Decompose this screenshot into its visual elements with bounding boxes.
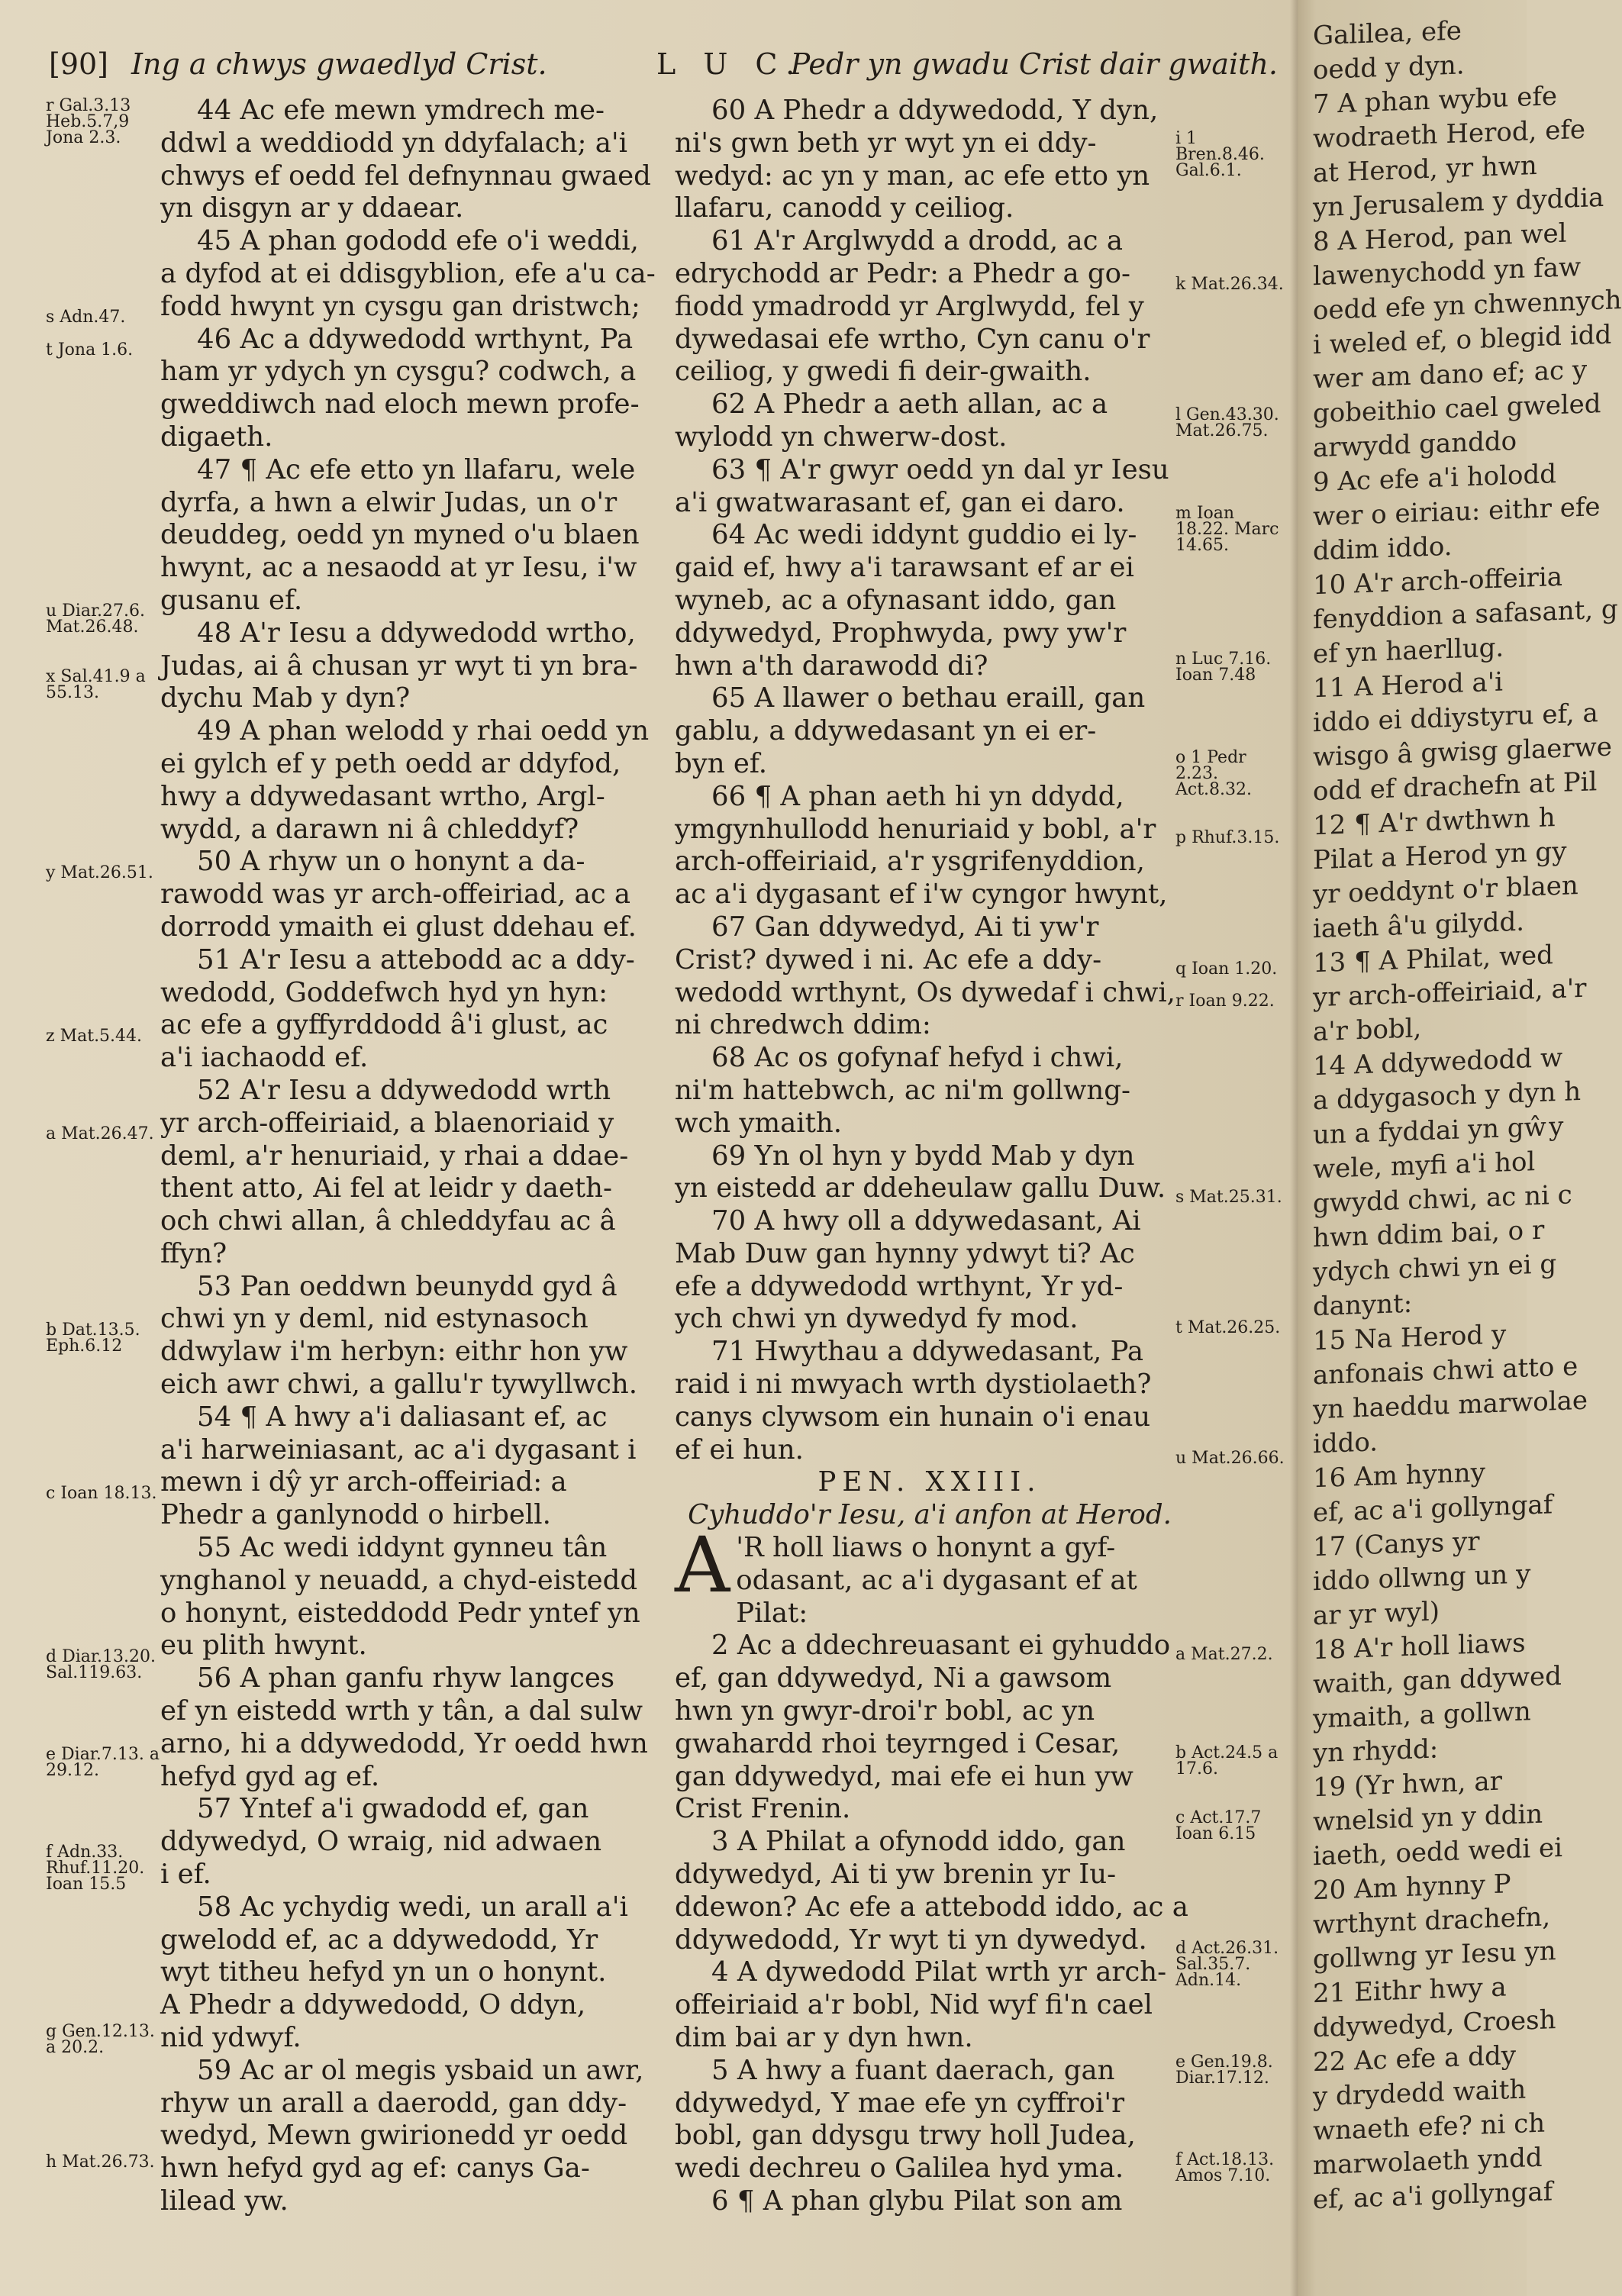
text-line: digaeth. <box>160 421 273 453</box>
facing-page-line: wrthynt drachefn, <box>1313 1901 1551 1941</box>
facing-page-line: oedd y dyn. <box>1313 50 1465 86</box>
cross-reference: c Ioan 18.13. <box>46 1483 157 1503</box>
facing-page-line: gollwng yr Iesu yn <box>1313 1936 1556 1975</box>
text-line: dim bai ar y dyn hwn. <box>675 2022 973 2054</box>
facing-page-line: wisgo â gwisg glaerwe <box>1313 731 1612 773</box>
facing-page-line: 13 ¶ A Philat, wed <box>1313 940 1553 979</box>
facing-page-line: iddo ollwng un y <box>1313 1559 1531 1598</box>
text-line: ddywedyd, O wraig, nid adwaen <box>160 1826 602 1858</box>
text-line: 55 Ac wedi iddynt gynneu tân <box>197 1532 608 1564</box>
text-line: ddywedyd, Prophwyda, pwy yw'r <box>675 617 1127 649</box>
cross-reference: l Gen.43.30. Mat.26.75. <box>1175 405 1279 441</box>
page-number: [90] <box>49 47 109 81</box>
text-line: 51 A'r Iesu a attebodd ac a ddy- <box>197 943 635 975</box>
text-line: yn disgyn ar y ddaear. <box>160 192 464 224</box>
text-line: Crist Frenin. <box>675 1793 851 1825</box>
text-line: dyrfa, a hwn a elwir Judas, un o'r <box>160 486 618 518</box>
text-line: raid i ni mwyach wrth dystiolaeth? <box>675 1369 1152 1401</box>
text-line: efe a ddywedodd wrthynt, Yr yd- <box>675 1270 1124 1302</box>
facing-page-line: 14 A ddywedodd w <box>1313 1042 1563 1082</box>
facing-page-line: Galilea, efe <box>1313 15 1462 52</box>
text-line: wedi dechreu o Galilea hyd yma. <box>675 2152 1124 2185</box>
text-line: 45 A phan gododd efe o'i weddi, <box>197 225 639 257</box>
facing-page-line: waith, gan ddywed <box>1313 1660 1562 1701</box>
facing-page-line: wele, myfi a'i hol <box>1313 1146 1536 1185</box>
facing-page-line: yr oeddynt o'r blaen <box>1313 870 1578 911</box>
cross-reference: u Diar.27.6. Mat.26.48. <box>46 601 146 637</box>
facing-page-line: yn haeddu marwolae <box>1313 1385 1588 1426</box>
text-line: nid ydwyf. <box>160 2022 302 2054</box>
cross-reference: c Act.17.7 Ioan 6.15 <box>1175 1808 1262 1844</box>
facing-page-line: ydych chwi yn ei g <box>1313 1249 1557 1288</box>
facing-page-line: yr arch-offeiriaid, a'r <box>1313 972 1587 1014</box>
facing-page-line: 15 Na Herod y <box>1313 1319 1507 1357</box>
facing-page-line: iaeth, oedd wedi ei <box>1313 1832 1563 1872</box>
facing-page-line: danynt: <box>1313 1288 1413 1323</box>
text-line: hwy a ddywedasant wrtho, Argl- <box>160 780 605 812</box>
text-line: 48 A'r Iesu a ddywedodd wrtho, <box>197 617 636 649</box>
text-line: Crist? dywed i ni. Ac efe a ddy- <box>675 943 1102 975</box>
text-line: dychu Mab y dyn? <box>160 682 411 714</box>
text-line: 56 A phan ganfu rhyw langces <box>197 1662 615 1695</box>
text-line: 60 A Phedr a ddywedodd, Y dyn, <box>711 95 1159 126</box>
cross-reference: t Jona 1.6. <box>46 340 134 360</box>
cross-reference: p Rhuf.3.15. <box>1175 828 1280 848</box>
text-line: gwelodd ef, ac a ddywedodd, Yr <box>160 1924 598 1956</box>
cross-reference: z Mat.5.44. <box>46 1026 143 1046</box>
text-line: ynghanol y neuadd, a chyd-eistedd <box>160 1564 638 1596</box>
text-line: 54 ¶ A hwy a'i daliasant ef, ac <box>197 1401 608 1433</box>
text-line: yn eistedd ar ddeheulaw gallu Duw. <box>675 1172 1166 1204</box>
cross-reference: a Mat.27.2. <box>1175 1645 1273 1665</box>
text-line: thent atto, Ai fel at leidr y daeth- <box>160 1172 613 1204</box>
cross-reference: q Ioan 1.20. <box>1175 959 1278 979</box>
text-line: odasant, ac a'i dygasant ef at <box>736 1564 1137 1596</box>
text-line: arch-offeiriaid, a'r ysgrifenyddion, <box>675 846 1145 878</box>
cross-reference: r Gal.3.13 Heb.5.7,9 Jona 2.3. <box>46 96 131 147</box>
text-line: gusanu ef. <box>160 584 303 616</box>
facing-page-line: 18 A'r holl liaws <box>1313 1627 1526 1666</box>
text-line: ef ei hun. <box>675 1433 804 1466</box>
facing-page-line: gwydd chwi, ac ni c <box>1313 1179 1572 1220</box>
running-header <box>49 47 1278 93</box>
facing-page-line: ddywedyd, Croesh <box>1313 2004 1556 2044</box>
text-line: rawodd was yr arch-offeiriad, ac a <box>160 879 631 911</box>
facing-page-text <box>1313 11 1622 2217</box>
middle-margin-references <box>1175 98 1286 2185</box>
cross-reference: d Diar.13.20. Sal.119.63. <box>46 1646 156 1682</box>
text-line: ham yr ydych yn cysgu? codwch, a <box>160 356 637 388</box>
facing-page-line: 19 (Yr hwn, ar <box>1313 1766 1502 1804</box>
facing-page-line: oedd efe yn chwennych <box>1313 285 1622 327</box>
chapter-heading: PEN. XXIII. <box>817 1466 1042 1498</box>
cross-reference: y Mat.26.51. <box>46 863 153 882</box>
text-line: 71 Hwythau a ddywedasant, Pa <box>711 1336 1144 1368</box>
facing-page-line: un a fyddai yn gŵy <box>1313 1111 1564 1151</box>
cross-reference: s Mat.25.31. <box>1175 1188 1282 1208</box>
drop-cap: A <box>675 1520 730 1611</box>
text-line: gwahardd rhoi teyrnged i Cesar, <box>675 1727 1121 1759</box>
text-line: wydd, a darawn ni â chleddyf? <box>160 813 579 845</box>
facing-page-line: arwydd ganddo <box>1313 425 1517 464</box>
facing-page-line: wnelsid yn y ddin <box>1313 1798 1543 1838</box>
text-line: 3 A Philat a ofynodd iddo, gan <box>711 1826 1126 1858</box>
facing-page-line: ddim iddo. <box>1313 530 1453 567</box>
text-line: fiodd ymadrodd yr Arglwydd, fel y <box>675 290 1144 322</box>
text-line: Judas, ai â chusan yr wyt ti yn bra- <box>160 650 638 682</box>
facing-page-line: ef yn haerllug. <box>1313 632 1504 670</box>
cross-reference: m Ioan 18.22. Marc 14.65. <box>1175 503 1279 555</box>
text-line: 64 Ac wedi iddynt guddio ei ly- <box>711 519 1137 551</box>
facing-page-line: 17 (Canys yr <box>1313 1526 1480 1563</box>
text-line: byn ef. <box>675 747 768 779</box>
text-line: a'i iachaodd ef. <box>160 1042 369 1074</box>
header-left-title: Ing a chwys gwaedlyd Crist. <box>131 47 547 81</box>
text-line: 70 A hwy oll a ddywedasant, Ai <box>711 1205 1141 1237</box>
text-line: offeiriaid a'r bobl, Nid wyf fi'n cael <box>675 1989 1153 2021</box>
text-line: ddwl a weddiodd yn ddyfalach; a'i <box>160 127 628 159</box>
text-line: a'i gwatwarasant ef, gan ei daro. <box>675 486 1125 518</box>
text-line: bobl, gan ddysgu trwy holl Judea, <box>675 2120 1136 2152</box>
cross-reference: u Mat.26.66. <box>1175 1449 1285 1469</box>
text-line: ac efe a gyffyrddodd â'i glust, ac <box>160 1009 608 1041</box>
facing-page-line: ar yr wyl) <box>1313 1596 1440 1632</box>
cross-reference: e Gen.19.8. Diar.17.12. <box>1175 2053 1273 2088</box>
text-line: 47 ¶ Ac efe etto yn llafaru, wele <box>197 453 636 485</box>
facing-page-line: ymaith, a gollwn <box>1313 1696 1531 1735</box>
text-line: wyt titheu hefyd yn un o honynt. <box>160 1956 607 1988</box>
text-line: 57 Yntef a'i gwadodd ef, gan <box>197 1793 589 1825</box>
facing-page-line: wer am dano ef; ac y <box>1313 354 1588 395</box>
facing-page-line: 7 A phan wybu efe <box>1313 81 1558 121</box>
facing-page-line: 16 Am hynny <box>1313 1457 1485 1495</box>
text-line: ddwylaw i'm herbyn: eithr hon yw <box>160 1336 628 1368</box>
text-line: yr arch-offeiriaid, a blaenoriaid y <box>160 1107 614 1139</box>
text-line: gweddiwch nad eloch mewn profe- <box>160 389 640 421</box>
text-line: dywedasai efe wrtho, Cyn canu o'r <box>675 323 1150 355</box>
text-line: fodd hwynt yn cysgu gan dristwch; <box>160 290 640 322</box>
text-line: 50 A rhyw un o honynt a da- <box>197 846 585 878</box>
text-line: dorrodd ymaith ei glust ddehau ef. <box>160 911 637 943</box>
cross-reference: e Diar.7.13. a 29.12. <box>46 1745 160 1781</box>
text-line: ddywedodd, Yr wyt ti yn dywedyd. <box>675 1924 1147 1956</box>
chapter-summary: Cyhuddo'r Iesu, a'i anfon at Herod. <box>688 1499 1172 1531</box>
cross-reference: k Mat.26.34. <box>1175 275 1284 295</box>
text-line: i ef. <box>160 1859 211 1891</box>
facing-page-line: 8 A Herod, pan wel <box>1313 218 1567 258</box>
cross-reference: f Act.18.13. Amos 7.10. <box>1175 2150 1275 2186</box>
text-line: hefyd gyd ag ef. <box>160 1760 380 1792</box>
text-line: rhyw un arall a daerodd, gan ddy- <box>160 2087 627 2119</box>
facing-page-line: ef, ac a'i gollyngaf <box>1313 2176 1553 2216</box>
text-line: 68 Ac os gofynaf hefyd i chwi, <box>711 1042 1124 1074</box>
facing-page-line: fenyddion a safasant, g <box>1313 594 1618 636</box>
facing-page-line: iddo ei ddiystyru ef, a <box>1313 698 1598 739</box>
text-line: 58 Ac ychydig wedi, un arall a'i <box>197 1891 628 1923</box>
text-line: wylodd yn chwerw-dost. <box>675 421 1008 453</box>
text-line: ni's gwn beth yr wyt yn ei ddy- <box>675 127 1097 159</box>
text-column-right <box>675 95 1188 2218</box>
text-line: ych chwi yn dywedyd fy mod. <box>675 1303 1079 1335</box>
facing-page-line: y drydedd waith <box>1313 2074 1527 2113</box>
facing-page-edge <box>1298 0 1622 2296</box>
cross-reference: b Act.24.5 a 17.6. <box>1175 1743 1279 1778</box>
text-column-left <box>160 95 679 2218</box>
facing-page-line: 22 Ac efe a ddy <box>1313 2040 1516 2078</box>
cross-reference: t Mat.26.25. <box>1175 1318 1281 1338</box>
text-line: ei gylch ef y peth oedd ar ddyfod, <box>160 747 621 779</box>
text-line: 52 A'r Iesu a ddywedodd wrth <box>197 1074 611 1106</box>
text-line: edrychodd ar Pedr: a Phedr a go- <box>675 257 1130 289</box>
header-book-title: L U C. <box>656 47 805 81</box>
text-line: 65 A llawer o bethau eraill, gan <box>711 682 1146 714</box>
cross-reference: s Adn.47. <box>46 307 126 327</box>
text-line: Mab Duw gan hynny ydwyt ti? Ac <box>675 1237 1135 1269</box>
cross-reference: h Mat.26.73. <box>46 2152 155 2172</box>
text-line: hwynt, ac a nesaodd at yr Iesu, i'w <box>160 552 637 584</box>
text-line: a dyfod at ei ddisgyblion, efe a'u ca- <box>160 257 656 289</box>
text-line: wch ymaith. <box>675 1107 843 1139</box>
text-line: llafaru, canodd y ceiliog. <box>675 192 1014 224</box>
facing-page-line: 9 Ac efe a'i holodd <box>1313 459 1557 498</box>
text-line: gaid ef, hwy a'i tarawsant ef ar ei <box>675 552 1134 584</box>
facing-page-line: marwolaeth yndd <box>1313 2142 1543 2182</box>
facing-page-line: iaeth â'u gilydd. <box>1313 906 1525 945</box>
facing-page-line: iddo. <box>1313 1427 1379 1460</box>
text-line: o honynt, eisteddodd Pedr yntef yn <box>160 1597 640 1629</box>
text-line: ddywedyd, Ai ti yw brenin yr Iu- <box>675 1859 1117 1891</box>
text-line: arno, hi a ddywedodd, Yr oedd hwn <box>160 1727 648 1759</box>
left-margin-references <box>46 98 160 2187</box>
text-line: hwn yn gwyr-droi'r bobl, ac yn <box>675 1695 1095 1727</box>
text-line: 53 Pan oeddwn beunydd gyd â <box>197 1270 618 1302</box>
facing-page-line: gobeithio cael gweled <box>1313 389 1601 430</box>
text-line: deuddeg, oedd yn myned o'u blaen <box>160 519 640 551</box>
text-line: wedyd: ac yn y man, ac efe etto yn <box>675 160 1150 192</box>
text-line: deml, a'r henuriaid, y rhai a ddae- <box>160 1140 629 1172</box>
text-line: 67 Gan ddywedyd, Ai ti yw'r <box>711 911 1099 943</box>
text-line: wyneb, ac a ofynasant iddo, gan <box>675 584 1117 616</box>
facing-page-line: anfonais chwi atto e <box>1313 1351 1578 1391</box>
facing-page-line: 10 A'r arch-offeiria <box>1313 561 1563 601</box>
text-line: 49 A phan welodd y rhai oedd yn <box>197 715 650 747</box>
cross-reference: a Mat.26.47. <box>46 1124 154 1143</box>
text-line: och chwi allan, â chleddyfau ac â <box>160 1205 616 1237</box>
text-line: 5 A hwy a fuant daerach, gan <box>711 2054 1115 2086</box>
facing-page-line: 11 A Herod a'i <box>1313 666 1503 705</box>
facing-page-line: wodraeth Herod, efe <box>1313 114 1586 155</box>
cross-reference: x Sal.41.9 a 55.13. <box>46 666 146 702</box>
text-line: 4 A dywedodd Pilat wrth yr arch- <box>711 1956 1167 1988</box>
text-line: mewn i dŷ yr arch-offeiriad: a <box>160 1466 567 1498</box>
facing-page-line: 20 Am hynny P <box>1313 1869 1511 1907</box>
text-line: wedodd wrthynt, Os dywedaf i chwi, <box>675 976 1175 1008</box>
cross-reference: i 1 Bren.8.46. Gal.6.1. <box>1175 128 1265 180</box>
text-line: Pilat: <box>736 1597 808 1629</box>
text-line: 46 Ac a ddywedodd wrthynt, Pa <box>197 323 634 355</box>
cross-reference: b Dat.13.5. Eph.6.12 <box>46 1320 140 1356</box>
text-line: 44 Ac efe mewn ymdrech me- <box>197 95 605 126</box>
facing-page-line: a'r bobl, <box>1313 1013 1422 1048</box>
facing-page-line: Pilat a Herod yn gy <box>1313 836 1567 876</box>
text-line: 62 A Phedr a aeth allan, ac a <box>711 389 1108 421</box>
text-line: 63 ¶ A'r gwyr oedd yn dal yr Iesu <box>711 453 1169 485</box>
text-line: A Phedr a ddywedodd, O ddyn, <box>160 1989 586 2021</box>
facing-page-line: wer o eiriau: eithr efe <box>1313 492 1601 533</box>
cross-reference: o 1 Pedr 2.23. Act.8.32. <box>1175 747 1253 799</box>
text-line: ni chredwch ddim: <box>675 1009 931 1041</box>
facing-page-line: 12 ¶ A'r dwthwn h <box>1313 802 1556 842</box>
text-line: ceiliog, y gwedi fi deir-gwaith. <box>675 356 1092 388</box>
text-line: chwi yn y deml, nid estynasoch <box>160 1303 588 1335</box>
text-line: 2 Ac a ddechreuasant ei gyhuddo <box>711 1630 1171 1662</box>
text-line: gan ddywedyd, mai efe ei hun yw <box>675 1760 1133 1792</box>
text-line: lilead yw. <box>160 2185 289 2217</box>
text-line: 6 ¶ A phan glybu Pilat son am <box>711 2185 1123 2217</box>
text-line: chwys ef oedd fel defnynnau gwaed <box>160 160 651 192</box>
facing-page-line: lawenychodd yn faw <box>1313 251 1582 292</box>
text-line: 59 Ac ar ol megis ysbaid un awr, <box>197 2054 644 2086</box>
text-line: 66 ¶ A phan aeth hi yn ddydd, <box>711 780 1124 812</box>
facing-page-line: yn Jerusalem y dyddia <box>1313 182 1604 224</box>
text-line: hwn hefyd gyd ag ef: canys Ga- <box>160 2152 590 2185</box>
cross-reference: r Ioan 9.22. <box>1175 992 1275 1011</box>
cross-reference: f Adn.33. Rhuf.11.20. Ioan 15.5 <box>46 1843 145 1895</box>
text-line: gablu, a ddywedasant yn ei er- <box>675 715 1097 747</box>
facing-page-line: hwn ddim bai, o r <box>1313 1214 1545 1254</box>
text-line: ddywedyd, Y mae efe yn cyffroi'r <box>675 2087 1125 2119</box>
text-line: wedodd, Goddefwch hyd yn hyn: <box>160 976 608 1008</box>
text-line: ffyn? <box>160 1237 227 1269</box>
text-line: Phedr a ganlynodd o hirbell. <box>160 1499 551 1531</box>
facing-page-line: wnaeth efe? ni ch <box>1313 2107 1546 2147</box>
text-line: ni'm hattebwch, ac ni'm gollwng- <box>675 1074 1130 1106</box>
facing-page-line: odd ef drachefn at Pil <box>1313 766 1598 808</box>
text-line: hwn a'th darawodd di? <box>675 650 988 682</box>
cross-reference: g Gen.12.13. a 20.2. <box>46 2021 155 2057</box>
facing-page-line: i weled ef, o blegid idd <box>1313 319 1612 361</box>
text-line: 61 A'r Arglwydd a drodd, ac a <box>711 225 1124 257</box>
text-line: eich awr chwi, a gallu'r tywyllwch. <box>160 1369 638 1401</box>
facing-page-line: 21 Eithr hwy a <box>1313 1972 1507 2010</box>
text-line: wedyd, Mewn gwirionedd yr oedd <box>160 2120 628 2152</box>
text-line: 69 Yn ol hyn y bydd Mab y dyn <box>711 1140 1135 1172</box>
text-line: 'R holl liaws o honynt a gyf- <box>736 1532 1116 1564</box>
text-line: canys clywsom ein hunain o'i enau <box>675 1401 1151 1433</box>
text-line: ymgynhullodd henuriaid y bobl, a'r <box>675 813 1156 845</box>
text-line: ef, gan ddywedyd, Ni a gawsom <box>675 1662 1112 1695</box>
cross-reference: n Luc 7.16. Ioan 7.48 <box>1175 650 1272 685</box>
text-line: ac a'i dygasant ef i'w cyngor hwynt, <box>675 879 1168 911</box>
header-right-title: Pedr yn gwadu Crist dair gwaith. <box>790 47 1278 81</box>
facing-page-line: at Herod, yr hwn <box>1313 150 1537 189</box>
facing-page-line: a ddygasoch y dyn h <box>1313 1075 1582 1117</box>
facing-page-line: yn rhydd: <box>1313 1733 1439 1769</box>
cross-reference: d Act.26.31. Sal.35.7. Adn.14. <box>1175 1939 1279 1991</box>
text-line: ddewon? Ac efe a attebodd iddo, ac a <box>675 1891 1188 1923</box>
text-line: eu plith hwynt. <box>160 1630 367 1662</box>
text-line: ef yn eistedd wrth y tân, a dal sulw <box>160 1695 643 1727</box>
facing-page-line: ef, ac a'i gollyngaf <box>1313 1489 1553 1529</box>
text-line: a'i harweiniasant, ac a'i dygasant i <box>160 1433 637 1466</box>
